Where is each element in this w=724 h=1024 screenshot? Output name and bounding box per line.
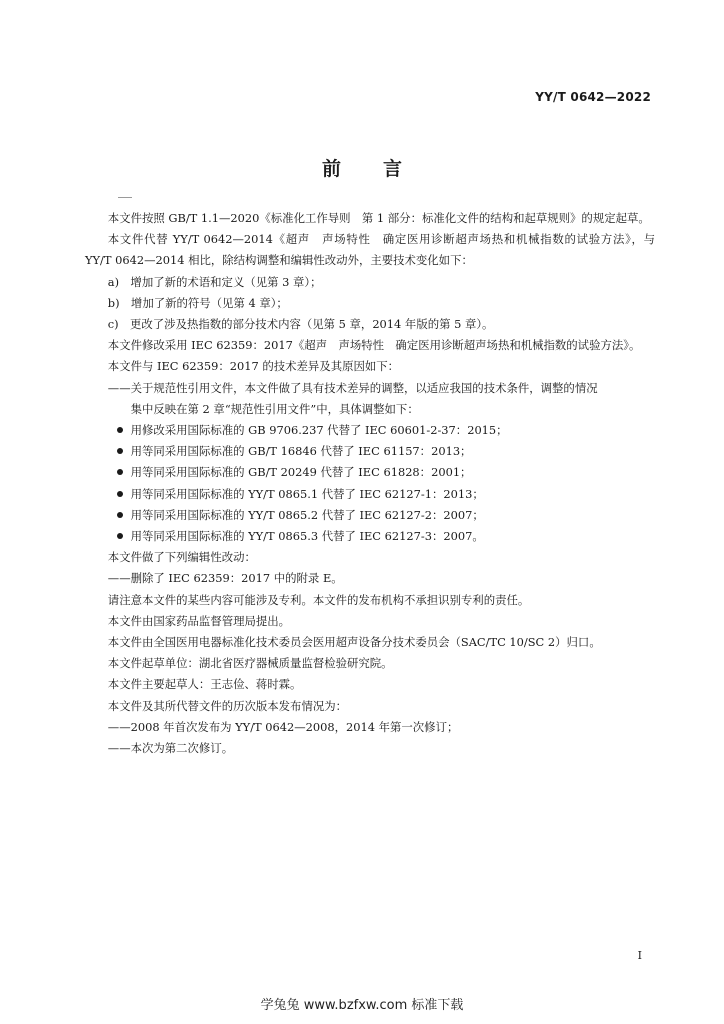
dash-item-annex: ——删除了 IEC 62359：2017 中的附录 E。 bbox=[107, 571, 343, 586]
page-number: I bbox=[637, 949, 642, 962]
dash-item-references: ——关于规范性引用文件，本文件做了具有技术差异的调整，以适应我国的技术条件，调整的情况 bbox=[107, 380, 598, 395]
bullet-item bbox=[85, 420, 655, 441]
bullet-dot-icon bbox=[117, 448, 123, 454]
bullet-text: 用修改采用国际标准的 GB 9706.237 代替了 IEC 60601-2-37：2015； bbox=[130, 423, 508, 438]
page-title: 前言 bbox=[321, 158, 444, 180]
list-item-a: a) 增加了新的术语和定义（见第 3 章）； bbox=[107, 274, 322, 289]
bullet-item bbox=[85, 441, 655, 462]
bullet-dot-icon bbox=[117, 469, 123, 475]
bullet-item bbox=[85, 484, 655, 505]
bullet-text: 用等同采用国际标准的 GB/T 16846 代替了 IEC 61157：2013； bbox=[130, 444, 472, 459]
bullet-item bbox=[85, 505, 655, 526]
paragraph-proposer: 本文件由国家药品监督管理局提出。 bbox=[107, 613, 291, 628]
dash-item-history-current: ——本次为第二次修订。 bbox=[107, 741, 234, 756]
bullet-text: 用等同采用国际标准的 GB/T 20249 代替了 IEC 61828：2001； bbox=[130, 465, 472, 480]
paragraph-drafting-unit: 本文件起草单位：湖北省医疗器械质量监督检验研究院。 bbox=[107, 656, 393, 671]
paragraph-patent: 请注意本文件的某些内容可能涉及专利。本文件的发布机构不承担识别专利的责任。 bbox=[107, 592, 530, 607]
dash-item-references-cont: 集中反映在第 2 章“规范性引用文件”中，具体调整如下： bbox=[130, 401, 419, 416]
list-item-c: c) 更改了涉及热指数的部分技术内容（见第 5 章，2014 年版的第 5 章）。 bbox=[107, 317, 494, 332]
footer-watermark: 学兔兔 www.bzfxw.com 标准下载 bbox=[260, 998, 464, 1013]
paragraph-differences: 本文件与 IEC 62359：2017 的技术差异及其原因如下： bbox=[107, 359, 400, 374]
dash-item-history-2008: ——2008 年首次发布为 YY/T 0642—2008，2014 年第一次修订； bbox=[107, 719, 459, 734]
paragraph-editorial: 本文件做了下列编辑性改动： bbox=[107, 550, 256, 565]
bullet-item bbox=[85, 526, 655, 547]
paragraph-adoption: 本文件修改采用 IEC 62359：2017《超声 声场特性 确定医用诊断超声场热和机械指数的试验方法》。 bbox=[107, 338, 641, 353]
bullet-item bbox=[85, 462, 655, 483]
bullet-dot-icon bbox=[117, 491, 123, 497]
paragraph-drafters: 本文件主要起草人：王志俭、蒋时霖。 bbox=[107, 677, 302, 692]
bullet-text: 用等同采用国际标准的 YY/T 0865.2 代替了 IEC 62127-2：2007； bbox=[130, 507, 484, 522]
list-item-b: b) 增加了新的符号（见第 4 章）； bbox=[107, 295, 288, 310]
scan-speck bbox=[118, 197, 132, 198]
bullet-dot-icon bbox=[117, 512, 123, 518]
paragraph-history: 本文件及其所代替文件的历次版本发布情况为： bbox=[107, 698, 348, 713]
standard-number: YY/T 0642—2022 bbox=[535, 90, 651, 104]
paragraph-committee: 本文件由全国医用电器标准化技术委员会医用超声设备分技术委员会（SAC/TC 10/SC 2）归口。 bbox=[107, 635, 601, 650]
paragraph-replaces: 本文件代替 YY/T 0642—2014《超声 声场特性 确定医用诊断超声场热和机械指数的试验方法》，与 YY/T 0642—2014 相比，除结构调整和编辑性改动外，主要技术变化如下： bbox=[85, 232, 655, 268]
paragraph-drafting-rules: 本文件按照 GB/T 1.1—2020《标准化工作导则 第 1 部分：标准化文件的结构和起草规则》的规定起草。 bbox=[107, 211, 650, 225]
bullet-text: 用等同采用国际标准的 YY/T 0865.3 代替了 IEC 62127-3：2007。 bbox=[130, 529, 484, 544]
bullet-text: 用等同采用国际标准的 YY/T 0865.1 代替了 IEC 62127-1：2013； bbox=[130, 486, 484, 501]
bullet-dot-icon bbox=[117, 533, 123, 539]
foreword-body bbox=[85, 208, 655, 759]
bullet-dot-icon bbox=[117, 427, 123, 433]
